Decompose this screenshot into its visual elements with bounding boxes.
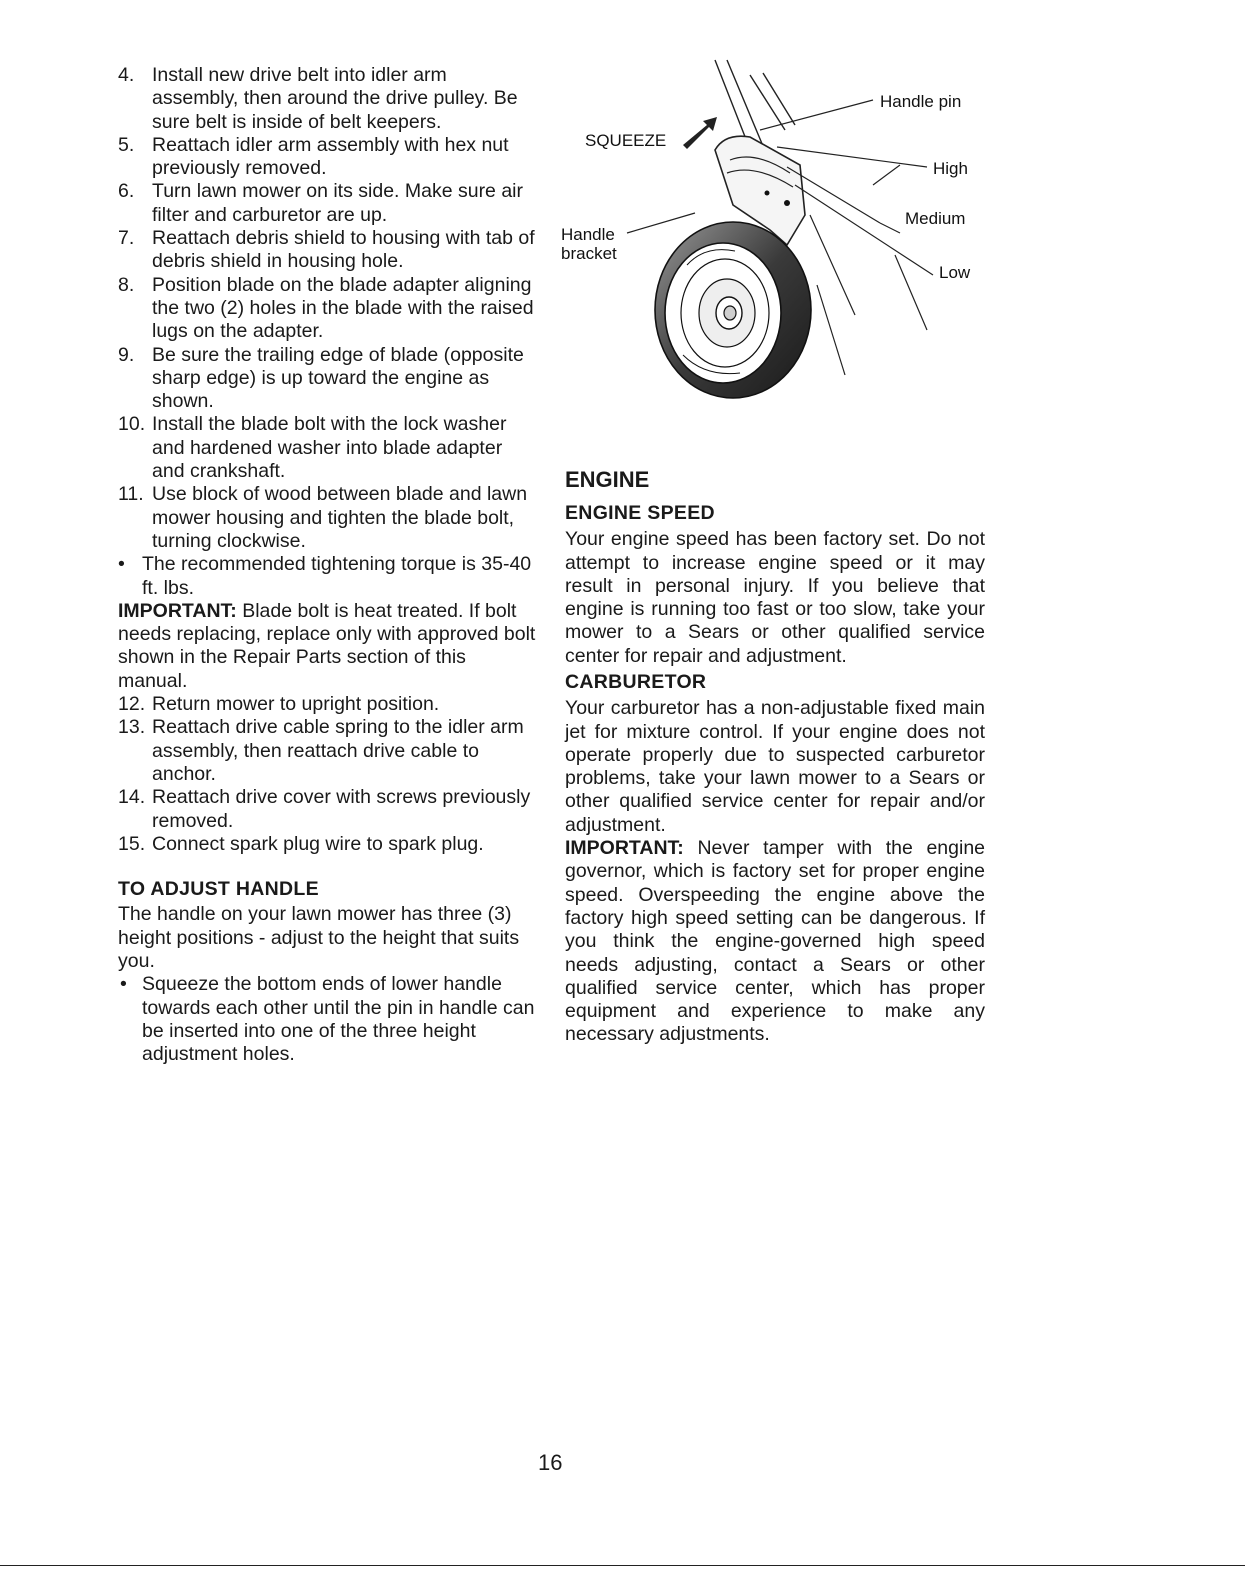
engine-speed-text: Your engine speed has been factory set. Do not attempt to increase engine speed or it may result in personal injury. If you believe that engine is running too fast or too slow, take your mower to a Sears or other qualified service center for repair and adjustment. (565, 528, 985, 667)
step-text: Position blade on the blade adapter aligning the two (2) holes in the blade with the raised lugs on the adapter. (152, 273, 534, 343)
list-item (118, 833, 536, 856)
adjust-handle-bullet (118, 973, 536, 1066)
adjust-handle-text: The handle on your lawn mower has three (3) height positions - adjust to the height that suits you. (118, 903, 520, 972)
handle-bracket-label-line2: bracket (561, 244, 617, 263)
high-label: High (933, 159, 968, 178)
list-item (118, 483, 536, 553)
adjust-handle-heading: TO ADJUST HANDLE (118, 878, 319, 901)
adjust-handle-bullet-text: Squeeze the bottom ends of lower handle towards each other until the pin in handle can be inserted into one of the three height adjustment holes. (142, 973, 535, 1066)
steps-list-b (118, 693, 536, 856)
step-number: 6. (118, 180, 135, 203)
list-item (118, 134, 536, 181)
important-label: IMPORTANT: (565, 837, 684, 860)
step-text: Use block of wood between blade and lawn mower housing and tighten the blade bolt, turning clockwise. (152, 483, 528, 552)
list-item (118, 274, 536, 344)
handle-bracket-label-line1: Handle (561, 225, 615, 244)
step-number: 10. (118, 413, 146, 436)
step-number: 13. (118, 716, 146, 739)
step-text: Turn lawn mower on its side. Make sure air filter and carburetor are up. (152, 180, 523, 226)
step-number: 4. (118, 64, 135, 86)
engine-speed-heading: ENGINE SPEED (565, 502, 715, 524)
carburetor-section (565, 671, 985, 1047)
left-column (118, 64, 536, 1066)
list-item (118, 786, 536, 833)
step-text: Reattach drive cover with screws previously removed. (152, 786, 531, 832)
step-text: Be sure the trailing edge of blade (opposite sharp edge) is up toward the engine as shown. (152, 343, 524, 413)
step-text: Install new drive belt into idler arm assembly, then around the drive pulley. Be sure belt is inside of belt keepers. (152, 64, 518, 133)
step-text: Connect spark plug wire to spark plug. (152, 832, 484, 855)
torque-bullet (118, 553, 536, 600)
bullet-icon: • (120, 973, 127, 996)
step-number: 7. (118, 227, 135, 250)
torque-text: The recommended tightening torque is 35-40 ft. lbs. (142, 553, 532, 599)
handle-height-figure (555, 55, 995, 415)
carburetor-important-note (565, 837, 985, 1047)
bottom-rule (0, 1565, 1245, 1566)
low-label: Low (939, 263, 971, 282)
list-item (118, 227, 536, 274)
squeeze-label: SQUEEZE (585, 131, 667, 150)
step-text: Reattach idler arm assembly with hex nut previously removed. (152, 133, 509, 180)
step-number: 14. (118, 786, 146, 809)
step-text: Reattach debris shield to housing with tab of debris shield in housing hole. (152, 227, 535, 273)
list-item (118, 64, 536, 134)
step-number: 8. (118, 273, 135, 296)
carburetor-text: Your carburetor has a non-adjustable fixed main jet for mixture control. If your engine does not operate properly due to suspected carburetor problems, take your lawn mower to a Sears or other qualified service center for repair and/or adjustment. (565, 697, 985, 836)
carburetor-heading: CARBURETOR (565, 671, 707, 693)
step-text: Reattach drive cable spring to the idler arm assembly, then reattach drive cable to anchor. (152, 716, 524, 785)
list-item (118, 716, 536, 786)
step-number: 12. (118, 693, 146, 716)
list-item (118, 344, 536, 414)
list-item (118, 693, 536, 716)
page-number: 16 (538, 1450, 563, 1475)
step-number: 11. (118, 483, 144, 506)
list-item (118, 413, 536, 483)
step-number: 5. (118, 133, 135, 156)
bullet-icon: • (118, 553, 125, 576)
important-label: IMPORTANT: (118, 599, 237, 622)
medium-label: Medium (905, 209, 966, 228)
step-number: 9. (118, 343, 135, 366)
list-item (118, 180, 536, 227)
important-note (118, 600, 536, 693)
steps-list-a (118, 64, 536, 553)
important-text: Never tamper with the engine governor, which is factory set for proper engine speed. Overspeeding the engine above the factory high speed setting can be dangerous. If you think the engine-governed high speed needs adjusting, contact a Sears or other qualified service center, which has proper equipment and experience to make any necessary adjustments. (565, 837, 986, 1046)
handle-pin-label: Handle pin (880, 92, 962, 111)
step-text: Return mower to upright position. (152, 693, 440, 716)
step-number: 15. (118, 832, 146, 855)
important-text: Blade bolt is heat treated. If bolt needs replacing, replace only with approved bolt shown in the Repair Parts section of this manual. (118, 599, 536, 692)
engine-speed-section (565, 502, 985, 668)
engine-heading: ENGINE (565, 467, 650, 492)
step-text: Install the blade bolt with the lock washer and hardened washer into blade adapter and crankshaft. (152, 413, 507, 483)
